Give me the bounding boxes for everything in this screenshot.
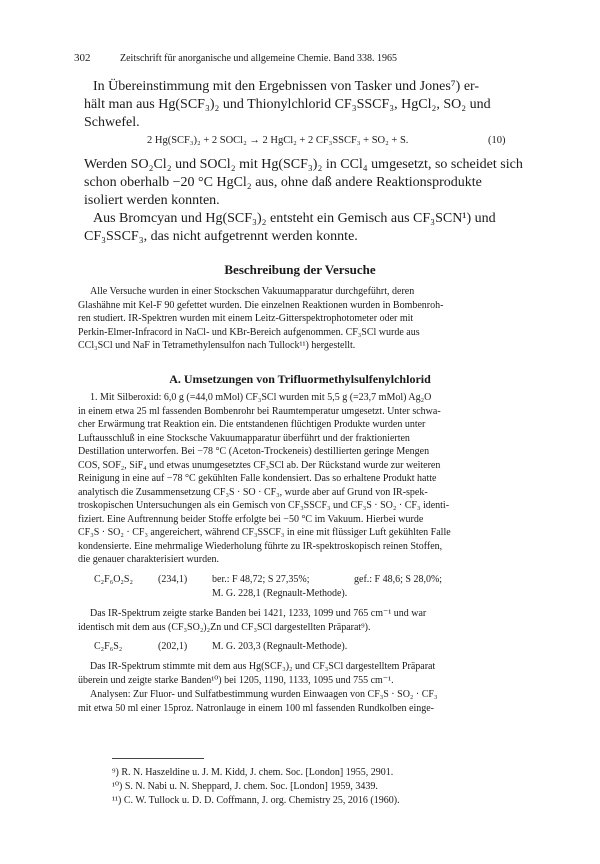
intro-line: Werden SO₂Cl₂ und SOCl₂ mit Hg(SCF₃)₂ in CCl₄ umgesetzt, so scheidet sich <box>84 157 523 172</box>
footnote-10: ¹⁰) S. N. Nabi u. N. Sheppard, J. chem. Soc. [London] 1959, 3439. <box>112 781 378 792</box>
experiment-line: fiziert. Eine Auftrennung beider Stoffe erfolgte bei −50 °C im Vakuum. Hierbei wurde <box>78 513 424 525</box>
experiment-line: troskopischen Untersuchungen als ein Gemisch von CF₃SSCF₃ und CF₃S · SO₂ · CF₃ identi- <box>78 500 450 511</box>
analysis-found: gef.: F 48,6; S 28,0%; <box>354 574 443 585</box>
subsection-heading: A. Umsetzungen von Trifluormethylsulfenylchlorid <box>169 372 431 386</box>
intro-line: hält man aus Hg(SCF₃)₂ und Thionylchlorid CF₃SSCF₃, HgCl₂, SO₂ und <box>84 97 491 112</box>
intro-line: schon oberhalb −20 °C HgCl₂ aus, ohne daß andere Reaktionsprodukte <box>84 175 482 190</box>
footnote-rule <box>112 758 204 759</box>
section-line: ren studiert. IR-Spektren wurden mit einem Leitz-Gitterspektrophotometer oder mit <box>78 313 414 324</box>
experiment-line: 1. Mit Silberoxid: 6,0 g (=44,0 mMol) CF₃SCl wurden mit 5,5 g (=23,7 mMol) Ag₂O <box>90 392 432 403</box>
section-heading: Beschreibung der Versuche <box>224 262 376 277</box>
experiment-line: CF₃S · SO₂ · CF₃ angereichert, während CF₃SSCF₃ in eine mit flüssiger Luft gekühlten Falle <box>78 527 451 538</box>
equation-number: (10) <box>488 135 506 146</box>
experiment-line: cher Erwärmung trat Reaktion ein. Die entstandenen flüchtigen Produkte wurden unter <box>78 419 426 430</box>
footnote-11: ¹¹) C. W. Tullock u. D. D. Coffmann, J. org. Chemistry 25, 2016 (1960). <box>112 795 400 806</box>
section-line: Perkin-Elmer-Infracord in NaCl- und KBr-Bereich aufgenommen. CF₃SCl wurde aus <box>78 326 420 338</box>
equation: 2 Hg(SCF₃)₂ + 2 SOCl₂ → 2 HgCl₂ + 2 CF₃SSCF₃ + SO₂ + S. <box>147 135 409 146</box>
intro-line: In Übereinstimmung mit den Ergebnissen von Tasker und Jones⁷) er- <box>93 79 480 94</box>
page-number: 302 <box>74 52 91 64</box>
section-line: Glashähne mit Kel-F 90 gefettet wurden. Die einzelnen Reaktionen wurden in Bombenroh- <box>78 299 444 311</box>
experiment-line: die genauer charakterisiert wurden. <box>78 554 220 565</box>
analysis-molweight: (234,1) <box>158 574 188 585</box>
intro-line: CF₃SSCF₃, das nicht aufgetrennt werden konnte. <box>84 229 358 244</box>
equation-line <box>0 135 600 151</box>
intro-line: Schwefel. <box>84 115 140 130</box>
intro-line: Aus Bromcyan und Hg(SCF₃)₂ entsteht ein Gemisch aus CF₃SCN¹) und <box>93 211 496 226</box>
footnote-9: ⁹) R. N. Haszeldine u. J. M. Kidd, J. chem. Soc. [London] 1955, 2901. <box>112 767 394 778</box>
ir-line: überein und zeigte starke Banden¹⁰) bei 1205, 1190, 1133, 1095 und 755 cm⁻¹. <box>78 674 394 686</box>
analysis-formula: C₂F₆S₂ <box>94 641 123 652</box>
analysen-line: Analysen: Zur Fluor- und Sulfatbestimmung wurden Einwaagen von CF₃S · SO₂ · CF₃ <box>90 689 438 700</box>
analysis-molweight: (202,1) <box>158 641 188 652</box>
experiment-line: COS, SOF₂, SiF₄ und etwas unumgesetztes CF₃SCl ab. Der Rückstand wurde zur weiteren <box>78 459 441 471</box>
section-line: CCl₃SCl und NaF in Tetramethylensulfon nach Tullock¹¹) hergestellt. <box>78 340 356 351</box>
experiment-line: Reinigung in eine auf −78 °C gekühlten Falle kondensiert. Das so erhaltene Produkt hatte <box>78 473 437 484</box>
analysen-line: mit etwa 50 ml einer 15proz. Natronlauge in einem 100 ml fassenden Rundkolben einge- <box>78 702 435 714</box>
analysis-calculated: ber.: F 48,72; S 27,35%; <box>212 574 310 585</box>
analysis-formula: C₂F₆O₂S₂ <box>94 574 133 585</box>
page-header <box>74 52 510 68</box>
section-line: Alle Versuche wurden in einer Stockschen Vakuumapparatur durchgeführt, deren <box>90 286 415 297</box>
experiment-line: Luftausschluß in eine Stocksche Vakuumapparatur überführt und der fraktionierten <box>78 432 410 444</box>
intro-line: isoliert werden konnten. <box>84 193 220 208</box>
journal-title: Zeitschrift für anorganische und allgemeine Chemie. Band 338. 1965 <box>120 53 397 64</box>
ir-line: Das IR-Spektrum stimmte mit dem aus Hg(SCF₃)₂ und CF₃SCl dargestelltem Präparat <box>90 661 436 672</box>
analysis-mg: M. G. 203,3 (Regnault-Methode). <box>212 641 348 652</box>
experiment-line: kondensierte. Eine mehrmalige Wiederholung führte zu IR-spektroskopisch reinen Stoffen, <box>78 540 443 552</box>
experiment-line: in einem etwa 25 ml fassenden Bombenrohr bei Raumtemperatur umgesetzt. Unter schwa- <box>78 405 441 417</box>
ir-line: identisch mit dem aus (CF₃SO₂)₂Zn und CF₃SCl dargestellten Präparat⁹). <box>78 621 371 633</box>
ir-line: Das IR-Spektrum zeigte starke Banden bei 1421, 1233, 1099 und 765 cm⁻¹ und war <box>90 608 427 619</box>
analysis-mg: M. G. 228,1 (Regnault-Methode). <box>212 588 348 599</box>
experiment-line: analytisch die Zusammensetzung CF₃S · SO · CF₃, wurde aber auf Grund von IR-spek- <box>78 486 428 498</box>
experiment-line: Destillation unterworfen. Bei −78 °C (Aceton-Trockeneis) destillierten geringe Mengen <box>78 446 430 457</box>
